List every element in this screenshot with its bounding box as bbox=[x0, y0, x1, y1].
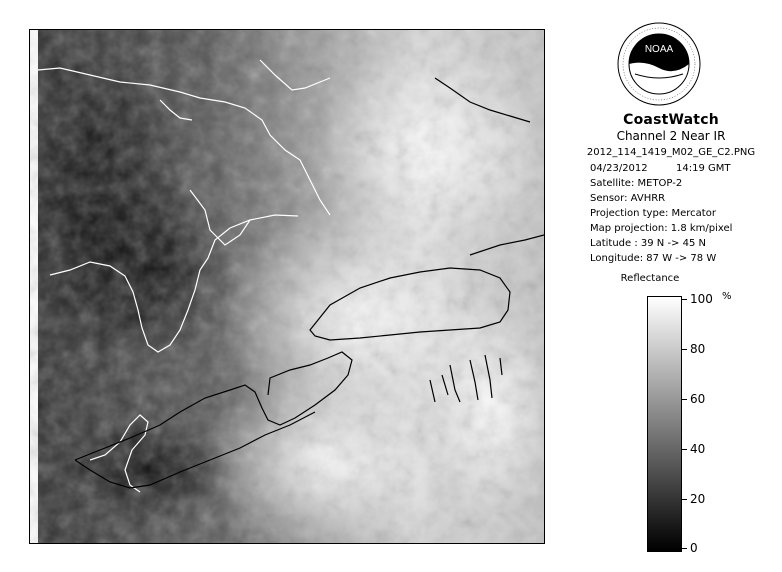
satellite-label: Satellite: METOP-2 bbox=[590, 178, 683, 189]
colorbar-tick bbox=[681, 499, 687, 500]
colorbar-tick bbox=[681, 349, 687, 350]
legend-title: Reflectance bbox=[620, 273, 680, 284]
tick-label-80: 80 bbox=[690, 342, 706, 356]
sensor-label: Sensor: AVHRR bbox=[590, 193, 666, 204]
brand-title: CoastWatch bbox=[623, 112, 719, 128]
latitude-label: Latitude : 39 N -> 45 N bbox=[590, 238, 706, 249]
texture-overlay bbox=[30, 30, 544, 543]
map-projection-label: Map projection: 1.8 km/pixel bbox=[590, 223, 733, 234]
tick-label-0: 0 bbox=[690, 541, 698, 555]
colorbar-tick bbox=[681, 548, 687, 549]
satellite-image bbox=[29, 29, 545, 544]
reflectance-colorbar bbox=[647, 296, 682, 552]
date-label: 04/23/2012 bbox=[590, 163, 648, 174]
tick-label-40: 40 bbox=[690, 442, 706, 456]
tick-label-100: 100 bbox=[690, 292, 713, 306]
tick-label-60: 60 bbox=[690, 392, 706, 406]
time-label: 14:19 GMT bbox=[676, 163, 731, 174]
channel-label: Channel 2 Near IR bbox=[616, 129, 726, 143]
filename-label: 2012_114_1419_M02_GE_C2.PNG bbox=[586, 147, 756, 158]
colorbar-tick bbox=[681, 299, 687, 300]
satellite-scene bbox=[30, 30, 544, 543]
colorbar-tick bbox=[681, 399, 687, 400]
noaa-logo bbox=[617, 22, 701, 106]
logo-text: NOAA bbox=[644, 44, 674, 55]
projection-type-label: Projection type: Mercator bbox=[590, 208, 716, 219]
legend-unit: % bbox=[722, 291, 732, 302]
tick-label-20: 20 bbox=[690, 492, 706, 506]
colorbar-tick bbox=[681, 449, 687, 450]
longitude-label: Longitude: 87 W -> 78 W bbox=[590, 253, 717, 264]
